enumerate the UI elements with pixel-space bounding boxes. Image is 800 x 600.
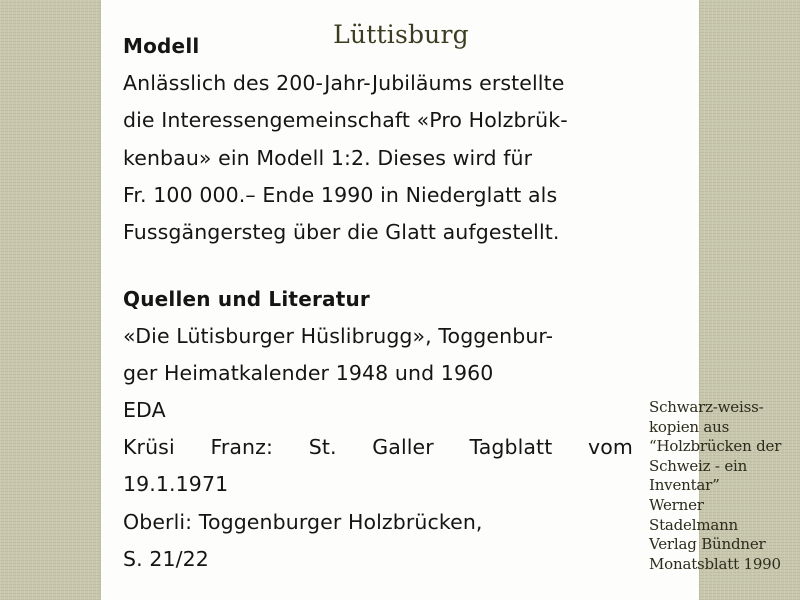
kruesi-word: vom (588, 435, 633, 459)
quellen-line-date: 19.1.1971 (123, 472, 229, 496)
modell-line-2: die Interessengemeinschaft «Pro Holzbrük- (123, 108, 568, 132)
modell-line-3: kenbau» ein Modell 1:2. Dieses wird für (123, 146, 533, 170)
caption-line: Schwarz-weiss- (649, 398, 764, 416)
caption-line: “Holzbrücken der (649, 437, 782, 456)
source-caption (649, 398, 799, 574)
quellen-line-oberli: Oberli: Toggenburger Holzbrücken, (123, 510, 483, 534)
modell-line-1: Anlässlich des 200-Jahr-Jubiläums erstellte (123, 71, 565, 95)
caption-line: Werner (649, 495, 704, 514)
quellen-line-1: «Die Lütisburger Hüslibrugg», Toggenbur- (123, 324, 554, 348)
caption-line: kopien aus (649, 417, 730, 436)
heading-modell: Modell (123, 34, 200, 58)
kruesi-word: Tagblatt (469, 435, 553, 459)
heading-quellen: Quellen und Literatur (123, 287, 370, 311)
modell-line-5: Fussgängersteg über die Glatt aufgestellt. (123, 220, 560, 244)
kruesi-word: Krüsi (123, 435, 175, 459)
page-title: Lüttisburg (333, 20, 469, 49)
scanned-page (101, 0, 699, 600)
caption-line: Monatsblatt 1990 (649, 554, 781, 573)
kruesi-word: St. (308, 435, 337, 459)
caption-line: Inventar” (649, 476, 720, 495)
quellen-line-kruesi (123, 435, 633, 459)
modell-line-4: Fr. 100 000.– Ende 1990 in Niederglatt als (123, 183, 558, 207)
kruesi-word: Galler (372, 435, 434, 459)
quellen-line-2: ger Heimatkalender 1948 und 1960 (123, 361, 494, 385)
kruesi-word: Franz: (210, 435, 274, 459)
caption-line: Stadelmann (649, 515, 739, 534)
caption-line: Verlag Bündner (649, 535, 766, 554)
caption-line: Schweiz - ein (649, 456, 748, 475)
quellen-line-pages: S. 21/22 (123, 547, 209, 571)
quellen-line-3: EDA (123, 398, 166, 422)
